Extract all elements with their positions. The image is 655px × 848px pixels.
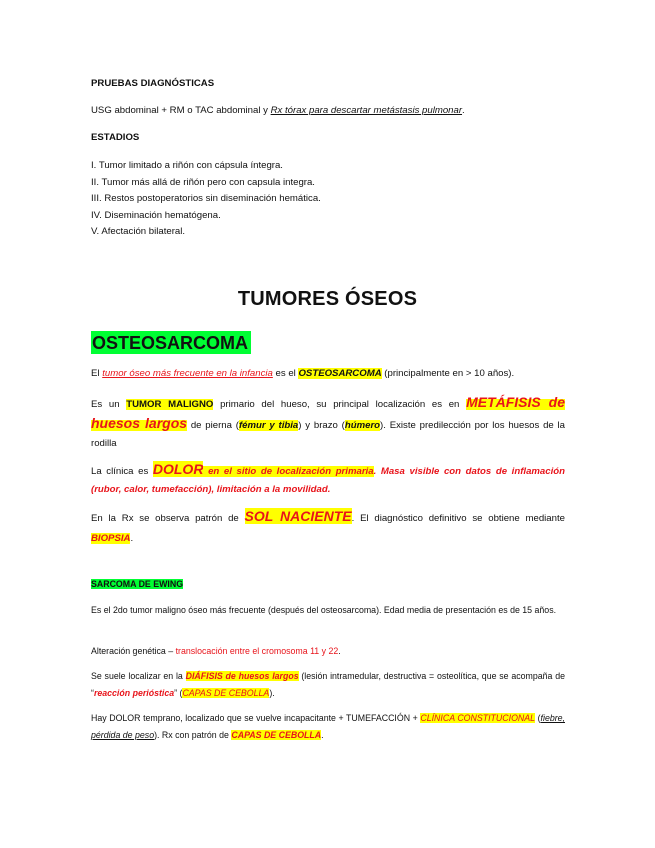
text-run: . — [130, 533, 134, 544]
estadio-item: V. Afectación bilateral. — [91, 226, 186, 237]
text-run: primario del hueso, su principal localización es en — [213, 399, 467, 410]
text-run: Se suele localizar en la — [91, 671, 186, 681]
page-title: TUMORES ÓSEOS — [237, 288, 418, 310]
text-run: Es un — [91, 399, 127, 410]
osteosarcoma-heading: OSTEOSARCOMA — [91, 331, 251, 354]
estadio-item: II. Tumor más allá de riñón pero con capsula integra. — [91, 176, 315, 188]
text-run: ) y brazo ( — [298, 420, 345, 431]
estadios-heading: ESTADIOS — [91, 132, 140, 143]
ewing-paragraph-2 — [91, 643, 565, 660]
text-run: ” ( — [174, 688, 183, 698]
pruebas-text-end: . — [462, 105, 465, 116]
text-run: CAPAS DE CEBOLLA — [231, 730, 322, 740]
text-run: BIOPSIA — [91, 533, 131, 544]
osteo-paragraph-1 — [91, 366, 565, 383]
text-run: TUMOR MALIGNO — [126, 399, 214, 410]
osteo-paragraph-3 — [91, 460, 565, 499]
text-run: de pierna ( — [187, 420, 239, 431]
text-run: En la Rx se observa patrón de — [91, 513, 245, 524]
estadio-item: IV. Diseminación hematógena. — [91, 209, 221, 221]
text-run: fiebre, pérdida de peso — [91, 713, 565, 740]
text-run: (principalmente en > 10 años). — [381, 368, 515, 379]
text-run: (lesión intramedular, destructiva = osteolítica, que se acompaña de “ — [91, 671, 565, 698]
estadios-list — [91, 158, 565, 241]
text-run: reacción perióstica — [93, 688, 175, 698]
text-run: fémur y tibia — [238, 420, 299, 431]
text-run: . — [321, 730, 324, 740]
text-run: tumor óseo más frecuente en la infancia — [102, 368, 273, 379]
text-run: OSTEOSARCOMA — [298, 368, 382, 379]
text-run: El — [91, 368, 103, 379]
text-run: ( — [535, 713, 541, 723]
text-run: CAPAS DE CEBOLLA — [182, 688, 270, 698]
ewing-paragraph-1: Es el 2do tumor maligno óseo más frecuente (después del osteosarcoma). Edad media de presentación es de 15 años. — [91, 605, 557, 615]
estadio-item: I. Tumor limitado a riñón con cápsula íntegra. — [91, 160, 283, 171]
text-run: ). — [269, 688, 275, 698]
ewing-heading — [91, 576, 565, 593]
text-run: . El diagnóstico definitivo se obtiene mediante — [351, 513, 565, 524]
text-run: húmero — [344, 420, 381, 431]
text-run: SOL NACIENTE — [244, 508, 352, 524]
text-run: . Masa visible con datos de inflamación (rubor, calor, tumefacción), limitación a la movilidad. — [91, 466, 565, 495]
osteo-paragraph-2 — [91, 393, 565, 453]
estadio-item: III. Restos postoperatorios sin diseminación hemática. — [91, 193, 321, 204]
text-run: en el sitio de localización primaria — [203, 466, 374, 477]
pruebas-text — [91, 103, 565, 120]
text-run: translocación entre el cromosoma 11 y 22 — [175, 646, 339, 656]
text-run: SARCOMA DE EWING — [91, 579, 184, 589]
pruebas-link: Rx tórax para descartar metástasis pulmonar — [270, 105, 463, 116]
text-run: ). Rx con patrón de — [154, 730, 232, 740]
pruebas-heading: PRUEBAS DIAGNÓSTICAS — [91, 78, 215, 89]
text-run: La clínica es — [91, 466, 153, 477]
text-run: METÁFISIS de huesos largos — [91, 394, 565, 431]
text-run: DIÁFISIS de huesos largos — [185, 671, 299, 681]
ewing-paragraph-4 — [91, 710, 565, 744]
text-run: Hay DOLOR temprano, localizado que se vuelve incapacitante + TUMEFACCIÓN + — [91, 713, 421, 723]
ewing-paragraph-3 — [91, 668, 565, 702]
text-run: Alteración genética – — [91, 646, 176, 656]
text-run: CLÍNICA CONSTITUCIONAL — [420, 713, 536, 723]
osteo-paragraph-4 — [91, 506, 565, 549]
text-run: . — [338, 646, 341, 656]
text-run: es el — [272, 368, 299, 379]
text-run: DOLOR — [152, 461, 204, 477]
pruebas-text-a: USG abdominal + RM o TAC abdominal y — [91, 105, 271, 116]
text-run: ). Existe predilección por los huesos de la rodilla — [91, 420, 566, 449]
